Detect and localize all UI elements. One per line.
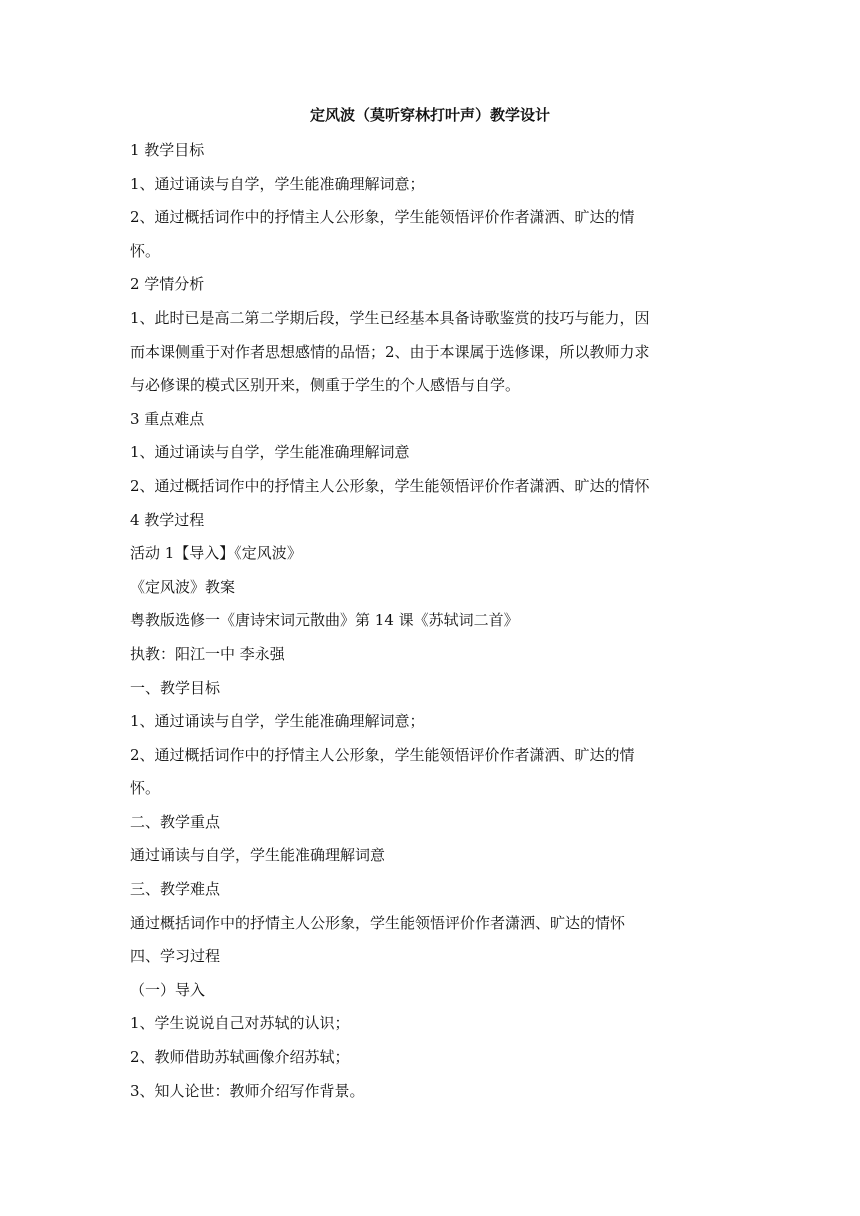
- paragraph-line: 1、此时已是高二第二学期后段，学生已经基本具备诗歌鉴赏的技巧与能力，因: [130, 308, 650, 327]
- document-body: [130, 134, 730, 1108]
- subsection-heading: （一）导入: [130, 980, 206, 999]
- paragraph-line: 怀。: [130, 241, 161, 260]
- section-heading-key-points: 3 重点难点: [130, 409, 205, 428]
- paragraph-line: 1、通过诵读与自学，学生能准确理解词意；: [130, 174, 425, 193]
- paragraph-line: 《定风波》教案: [130, 577, 236, 596]
- paragraph-line: 与必修课的模式区别开来，侧重于学生的个人感悟与自学。: [130, 376, 521, 395]
- paragraph-line: 2、通过概括词作中的抒情主人公形象，学生能领悟评价作者潇洒、旷达的情: [130, 208, 635, 227]
- section-heading-teaching-process: 4 教学过程: [130, 510, 205, 529]
- paragraph-line: 通过概括词作中的抒情主人公形象，学生能领悟评价作者潇洒、旷达的情怀: [130, 913, 626, 932]
- paragraph-line: 执教：阳江一中 李永强: [130, 644, 285, 663]
- paragraph-line: 3、知人论世：教师介绍写作背景。: [130, 1081, 365, 1100]
- subsection-heading: 二、教学重点: [130, 812, 221, 831]
- paragraph-line: 通过诵读与自学，学生能准确理解词意: [130, 846, 386, 865]
- paragraph-line: 而本课侧重于对作者思想感情的品悟；2、由于本课属于选修课，所以教师力求: [130, 342, 650, 361]
- subsection-heading: 一、教学目标: [130, 678, 221, 697]
- paragraph-line: 2、通过概括词作中的抒情主人公形象，学生能领悟评价作者潇洒、旷达的情怀: [130, 476, 650, 495]
- section-heading-student-analysis: 2 学情分析: [130, 275, 205, 294]
- document-title: 定风波（莫听穿林打叶声）教学设计: [309, 106, 550, 124]
- paragraph-line: 1、通过诵读与自学，学生能准确理解词意: [130, 443, 410, 462]
- subsection-heading: 四、学习过程: [130, 947, 221, 966]
- paragraph-line: 1、学生说说自己对苏轼的认识；: [130, 1014, 350, 1033]
- activity-heading: 活动 1【导入】《定风波》: [130, 544, 302, 563]
- paragraph-line: 1、通过诵读与自学，学生能准确理解词意；: [130, 712, 425, 731]
- subsection-heading: 三、教学难点: [130, 880, 221, 899]
- paragraph-line: 粤教版选修一《唐诗宋词元散曲》第 14 课《苏轼词二首》: [130, 611, 519, 630]
- paragraph-line: 怀。: [130, 779, 161, 798]
- paragraph-line: 2、通过概括词作中的抒情主人公形象，学生能领悟评价作者潇洒、旷达的情: [130, 745, 635, 764]
- section-heading-teaching-goals: 1 教学目标: [130, 141, 205, 159]
- paragraph-line: 2、教师借助苏轼画像介绍苏轼；: [130, 1048, 350, 1067]
